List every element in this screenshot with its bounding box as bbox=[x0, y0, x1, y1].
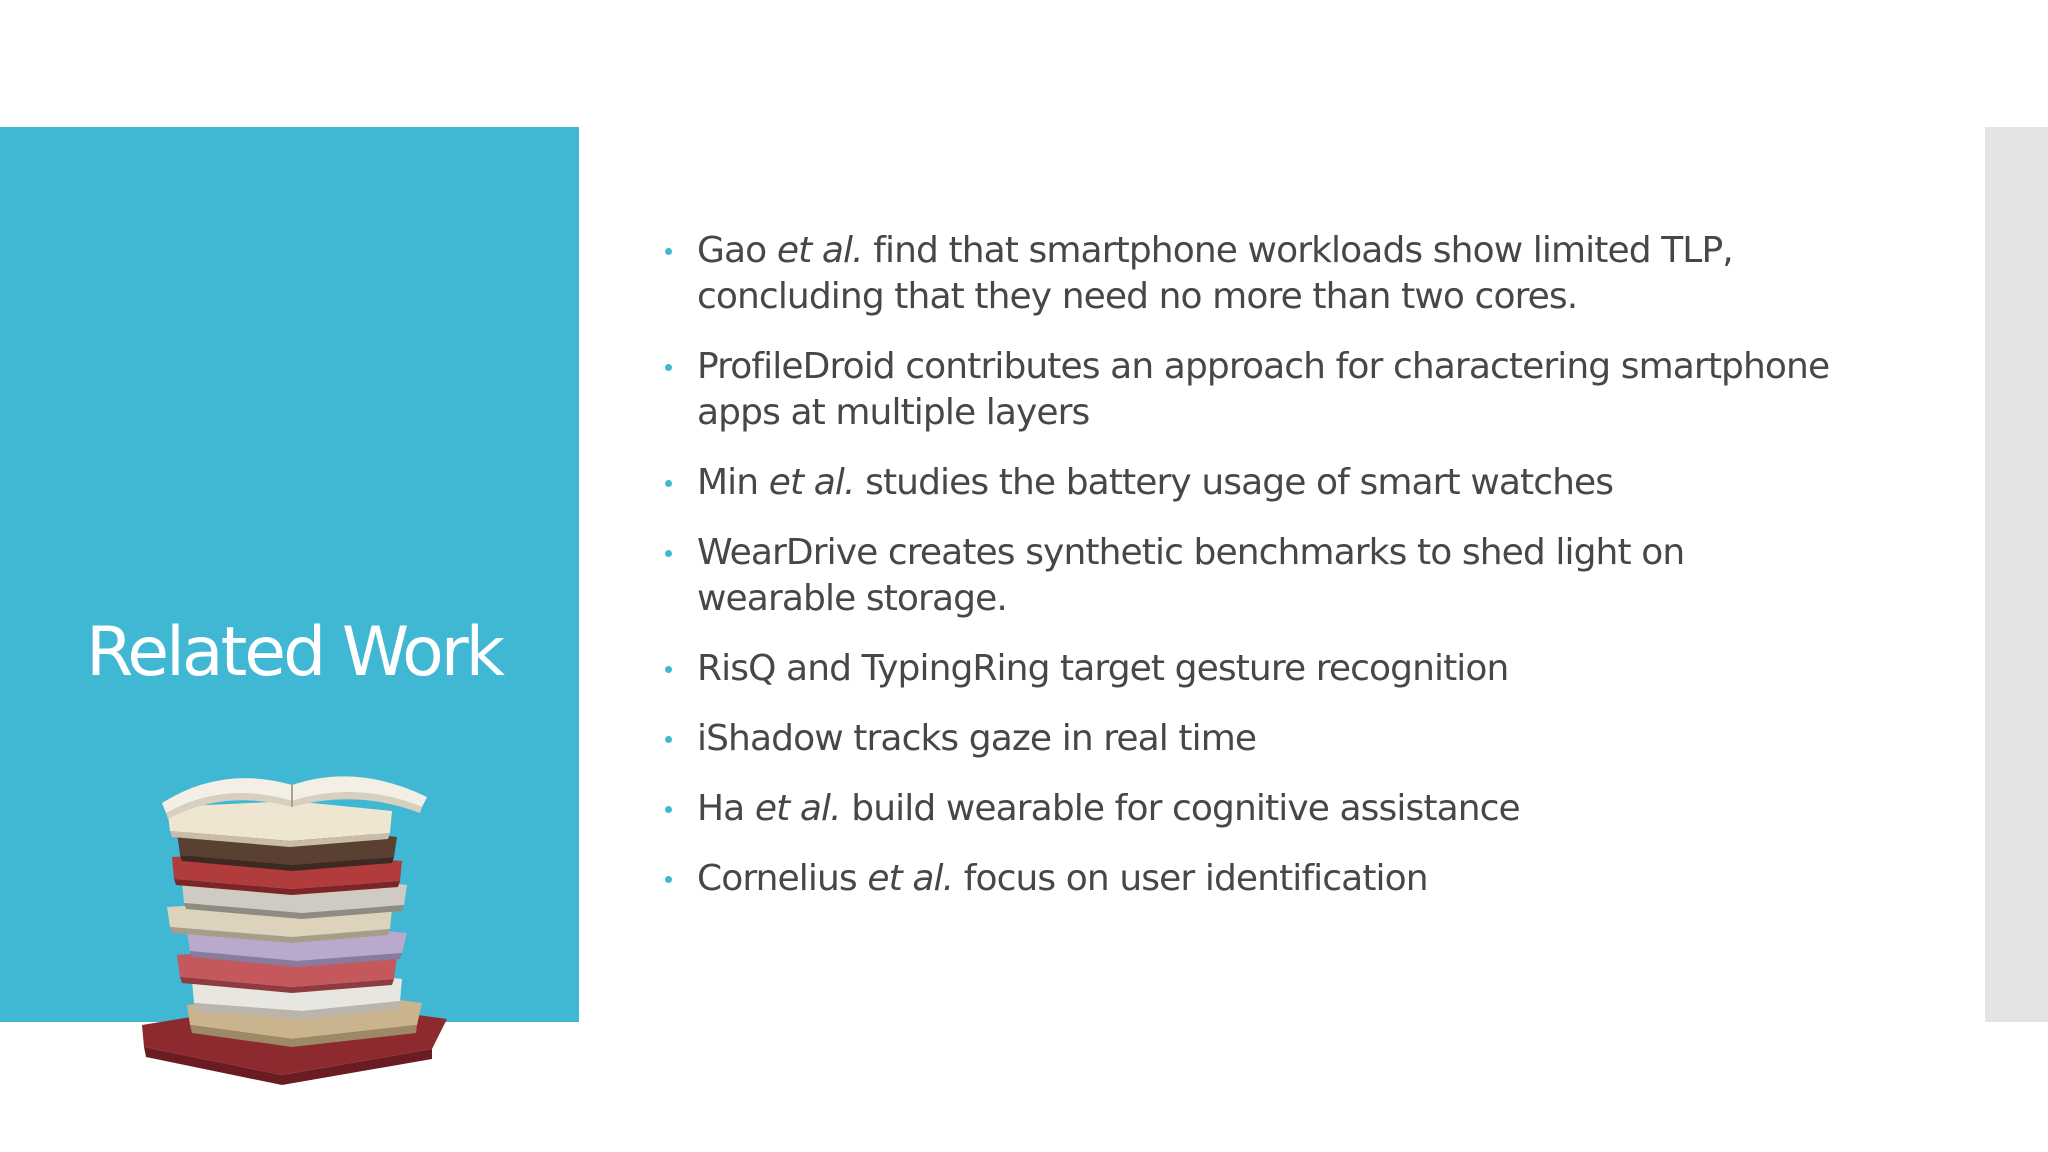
bullet-item bbox=[665, 856, 1945, 902]
bullet-text: WearDrive creates synthetic benchmarks to shed light on bbox=[697, 532, 1685, 573]
bullet-item bbox=[665, 344, 1945, 436]
bullet-list bbox=[665, 228, 1945, 926]
bullet-text: concluding that they need no more than two cores. bbox=[697, 276, 1578, 317]
bullet-item bbox=[665, 460, 1945, 506]
title-panel bbox=[0, 127, 579, 1022]
bullet-item bbox=[665, 786, 1945, 832]
slide-title: Related Work bbox=[86, 613, 503, 692]
bullet-text: ProfileDroid contributes an approach for charactering smartphone bbox=[697, 346, 1830, 387]
bullet-text: wearable storage. bbox=[697, 578, 1007, 619]
bullet-item bbox=[665, 228, 1945, 320]
bullet-text: apps at multiple layers bbox=[697, 392, 1090, 433]
right-edge-strip bbox=[1985, 127, 2048, 1022]
italic-citation: et al. bbox=[768, 462, 855, 503]
bullet-dot-icon bbox=[665, 876, 672, 883]
bullet-text: build wearable for cognitive assistance bbox=[840, 788, 1520, 829]
bullet-text: Min bbox=[697, 462, 769, 503]
bullet-text: Gao bbox=[697, 230, 777, 271]
bullet-line bbox=[697, 274, 1945, 320]
bullet-item bbox=[665, 716, 1945, 762]
italic-citation: et al. bbox=[867, 858, 954, 899]
bullet-dot-icon bbox=[665, 248, 672, 255]
bullet-dot-icon bbox=[665, 480, 672, 487]
bullet-line bbox=[697, 646, 1945, 692]
bullet-text: focus on user identification bbox=[953, 858, 1428, 899]
books-stack-image bbox=[132, 757, 462, 1097]
bullet-line bbox=[697, 344, 1945, 390]
bullet-text: RisQ and TypingRing target gesture recognition bbox=[697, 648, 1509, 689]
bullet-line bbox=[697, 786, 1945, 832]
bullet-text: find that smartphone workloads show limited TLP, bbox=[862, 230, 1733, 271]
bullet-line bbox=[697, 716, 1945, 762]
bullet-dot-icon bbox=[665, 806, 672, 813]
bullet-line bbox=[697, 530, 1945, 576]
bullet-line bbox=[697, 576, 1945, 622]
bullet-text: iShadow tracks gaze in real time bbox=[697, 718, 1257, 759]
bullet-dot-icon bbox=[665, 550, 672, 557]
bullet-dot-icon bbox=[665, 666, 672, 673]
bullet-line bbox=[697, 856, 1945, 902]
bullet-text: Cornelius bbox=[697, 858, 868, 899]
bullet-text: studies the battery usage of smart watches bbox=[854, 462, 1614, 503]
bullet-item bbox=[665, 530, 1945, 622]
bullet-line bbox=[697, 228, 1945, 274]
italic-citation: et al. bbox=[776, 230, 863, 271]
bullet-item bbox=[665, 646, 1945, 692]
bullet-line bbox=[697, 460, 1945, 506]
bullet-dot-icon bbox=[665, 736, 672, 743]
bullet-line bbox=[697, 390, 1945, 436]
bullet-text: Ha bbox=[697, 788, 755, 829]
italic-citation: et al. bbox=[754, 788, 841, 829]
bullet-dot-icon bbox=[665, 364, 672, 371]
